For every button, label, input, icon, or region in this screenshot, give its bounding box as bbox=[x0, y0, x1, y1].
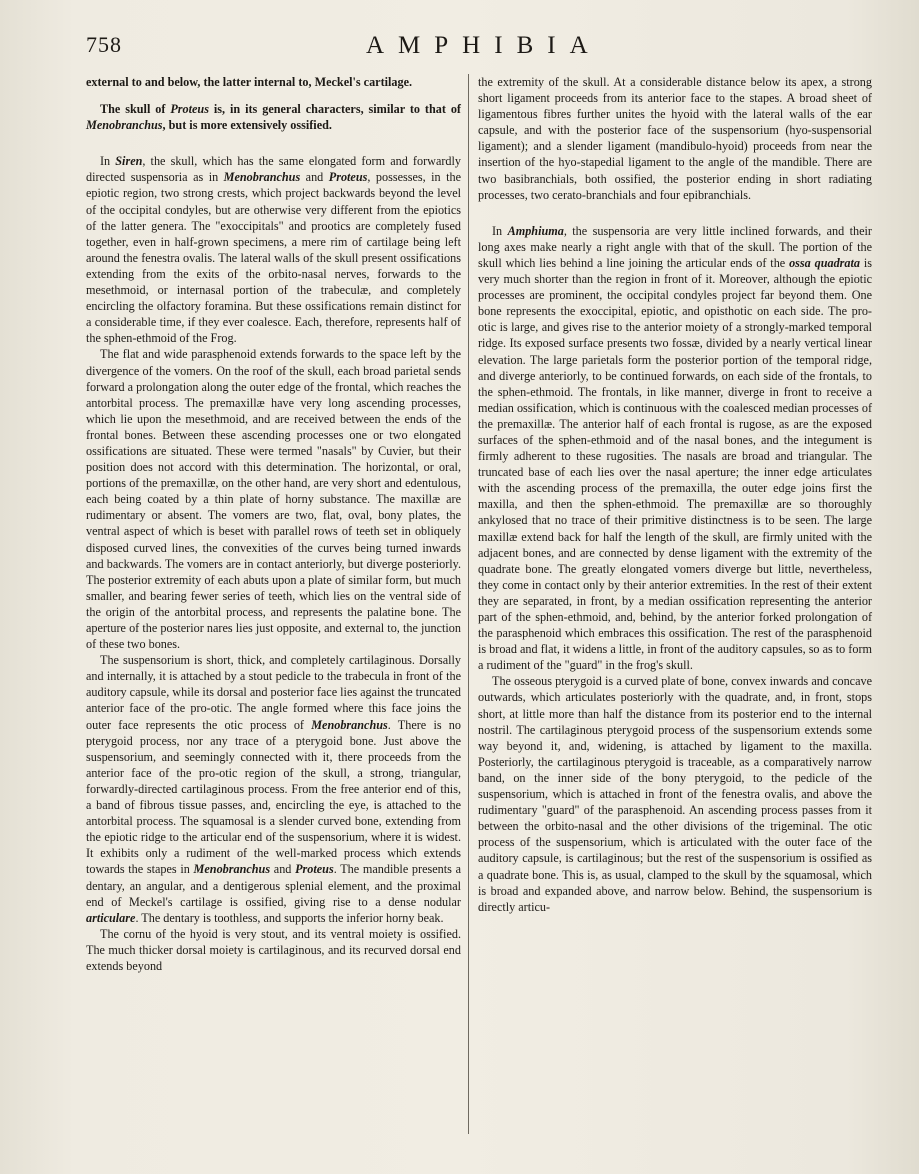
page-number: 758 bbox=[86, 32, 122, 57]
paragraph bbox=[86, 153, 461, 346]
text-run: . The mandible presents a dentary, an angular, and a dentigerous splenial element, and the proximal end of Meckel's cartilage is ossified, giving rise to a dense nodular bbox=[86, 862, 461, 909]
italic-term: Proteus bbox=[295, 862, 334, 877]
text-run: is very much shorter than the region in front of it. Moreover, although the epiotic processes are prominent, the occipital condyles project far beyond them. One bone represents the exoccipital, epiotic, and opisthotic on each side. The pro-otic is large, and gives rise to the anterior moiety of a strongly-marked temporal ridge. Its exposed surface presents two fossæ, divided by a nearly vertical linear elevation. The large parietals form the posterior portion of the temporal ridge, and diverge anteriorly, to be continued forwards, on each side of the frontals, to the sphen-ethmoid. The frontals, in like manner, diverge in front to receive a median ossification, which is continuous with the coalesced median processes of the premaxillæ. The anterior half of each frontal is rugose, as are the exposed surfaces of the sphen-ethmoid and of the nasal bones, and the integument is firmly adherent to these rugosities. The nasals are broad and triangular. The truncated base of each lies over the nasal aperture; the inner edge articulates with the ascending process of the premaxilla, the outer edge joins first the maxilla, and then the sphen-ethmoid. The premaxillæ are so thoroughly ankylosed that no trace of their primitive distinctness is to be seen. The large maxillæ extend back for half the length of the skull, are firmly united with the adjacent bones, and are connected by dense ligament with the extremity of the quadrate bone. The greatly elongated vomers diverge but little, nevertheless, they come in contact only by their anterior extremities. In the rest of their extent they are separated, in front, by a median ossification representing the anterior part of the sphen-ethmoid, and, behind, by the anterior forked prolongation of the parasphenoid which embraces this ossification. The rest of the parasphenoid is broad and flat, it widens a little, in front of the auditory capsules, so as to form a rudiment of the "guard" in the frog's skull. bbox=[478, 255, 872, 673]
column-divider bbox=[468, 74, 469, 1134]
paragraph: the extremity of the skull. At a considerable distance below its apex, a strong short ligament proceeds from its anterior face to the stapes. A broad sheet of ligamentous fibres further unites the hyoid with the lateral walls of the ear capsule, and with the posterior face of the suspensorium (hyo-suspensorial ligament); and a slender ligament (mandibulo-hyoid) proceeds from near the insertion of the hyo-stapedial ligament to the angle of the mandible. There are two basibranchials, both ossified, the posterior ending in short radiating processes, two cerato-branchials and four epibranchials. bbox=[478, 75, 872, 202]
text-run: is, in its general characters, similar to that of bbox=[208, 102, 461, 117]
paragraph: external to and below, the latter internal to, Meckel's cartilage. bbox=[86, 75, 413, 89]
left-column bbox=[86, 74, 461, 974]
italic-term: Menobranchus bbox=[223, 170, 301, 185]
italic-term: Siren bbox=[115, 154, 143, 169]
text-run: In bbox=[492, 223, 508, 238]
paragraph: The osseous pterygoid is a curved plate of bone, convex inwards and concave outwards, which articulates posteriorly with the quadrate, and, in front, stops short, at little more than half the distance from its posterior end to the internal nostril. The cartilaginous pterygoid process of the suspensorium extends some way beyond it, and, widening, is attached by ligament to the maxilla. Posteriorly, the cartilaginous pterygoid is traceable, as a comparatively narrow band, on the inner side of the bony pterygoid, to the pedicle of the suspensorium, which is attached in front of the fenestra ovalis, and above the rudimentary "guard" of the parasphenoid. An ascending process passes from it between the orbito-nasal and the other divisions of the trigeminal. The otic process of the suspensorium, which is articulated with the outer face of the auditory capsule, is cartilaginous; but the rest of the suspensorium is ossified as a quadrate bone. This is, as usual, clamped to the skull by the squamosal, which is broad and expanded above, and narrow below. Behind, the suspensorium is directly articu- bbox=[478, 674, 872, 914]
right-column bbox=[478, 74, 872, 915]
text-run: The skull of bbox=[100, 102, 171, 117]
page-header bbox=[86, 32, 879, 62]
italic-term: Proteus bbox=[170, 102, 209, 117]
text-run: and bbox=[300, 170, 329, 185]
text-run: In bbox=[100, 154, 116, 169]
text-run: , possesses, in the epiotic region, two strong crests, which project backwards beyond the level of the occipital condyles, but are otherwise very different from the epiotics of the latter genera. The "exoccipitals" and prootics are completely fused together, even in half-grown specimens, a mere rim of cartilage being left around the fenestra ovalis. The lateral walls of the skull present ossifications extending from the exits of the orbito-nasal nerves, forwards to the mesethmoid, or internasal portion of the trabeculæ, and completely encircling the olfactory foramina. But these ossifications remain distinct for a considerable time, if they ever coalesce. Each, therefore, represents half of the sphen-ethmoid of the Frog. bbox=[86, 170, 461, 346]
text-run: , but is more extensively ossified. bbox=[162, 118, 332, 133]
text-run: The suspensorium is short, thick, and completely cartilaginous. Dorsally and internally, it is attached by a stout pedicle to the trabecula in front of the auditory capsule, while its dorsal and posterior face lies against the truncated anterior face of the pro-otic. The angle formed where this face joins the outer face represents the otic process of bbox=[86, 653, 461, 732]
paragraph: The cornu of the hyoid is very stout, and its ventral moiety is ossified. The much thicker dorsal moiety is cartilaginous, and its recurved dorsal end extends beyond bbox=[86, 926, 461, 973]
text-run: , the suspensoria are very little inclined forwards, and their long axes make nearly a right angle with that of the skull. The portion of the skull which lies behind a line joining the articular ends of the bbox=[478, 223, 872, 270]
text-run: , the skull, which has the same elongated form and forwardly directed suspensoria as in bbox=[86, 154, 461, 185]
paragraph bbox=[86, 101, 461, 133]
italic-term: articulare bbox=[86, 910, 136, 925]
text-run: . The dentary is toothless, and supports the inferior horny beak. bbox=[135, 910, 444, 925]
paragraph bbox=[86, 652, 461, 926]
italic-term: Amphiuma bbox=[507, 223, 564, 238]
italic-term: ossa quadrata bbox=[789, 255, 860, 270]
italic-term: Menobranchus bbox=[311, 717, 388, 732]
paragraph bbox=[478, 223, 872, 674]
text-run: and bbox=[270, 862, 296, 877]
text-run: . There is no pterygoid process, nor any trace of a pterygoid bone. Just above the suspensorium, and seemingly connected with it, there proceeds from the anterior face of the pro-otic region of the skull, a strong, triangular, forwardly-directed cartilaginous process. From the free anterior end of this, a band of fibrous tissue passes, and, encircling the eye, is attached to the antorbital process. The squamosal is a slender curved bone, extending from the epiotic ridge to the articular end of the suspensorium, where it is widest. It exhibits only a rudiment of the well-marked process which extends towards the stapes in bbox=[86, 717, 461, 877]
italic-term: Proteus bbox=[328, 170, 368, 185]
italic-term: Menobranchus bbox=[193, 862, 271, 877]
paragraph: The flat and wide parasphenoid extends forwards to the space left by the divergence of the vomers. On the roof of the skull, each broad parietal sends forward a prolongation along the outer edge of the frontal, which reaches the antorbital process. The premaxillæ have very long ascending processes, which lie upon the mesethmoid, and are received between the ends of the frontal bones. Between these ascending processes one or two elongated ossifications are situated. These were termed "nasals" by Cuvier, but their position does not accord with this determination. The horizontal, or oral, portions of the premaxillæ, on the other hand, are very short and edentulous, each being coated by a thin plate of horny substance. The maxillæ are rudimentary or absent. The vomers are two, flat, oval, bony plates, the ventral aspect of which is beset with parallel rows of teeth set in obliquely disposed curved lines, the convexities of the curves being turned inwards and backwards. The vomers are in contact anteriorly, but diverge posteriorly. The posterior extremity of each abuts upon a plate of similar form, but much smaller, and bearing fewer series of teeth, which lies on the ventral side of the origin of the antorbital process, and represents the palatine bone. The aperture of the posterior nares lies just opposite, and external to, the junction of these two bones. bbox=[86, 347, 461, 652]
running-head: AMPHIBIA bbox=[366, 32, 602, 59]
italic-term: Menobranchus bbox=[86, 118, 163, 133]
